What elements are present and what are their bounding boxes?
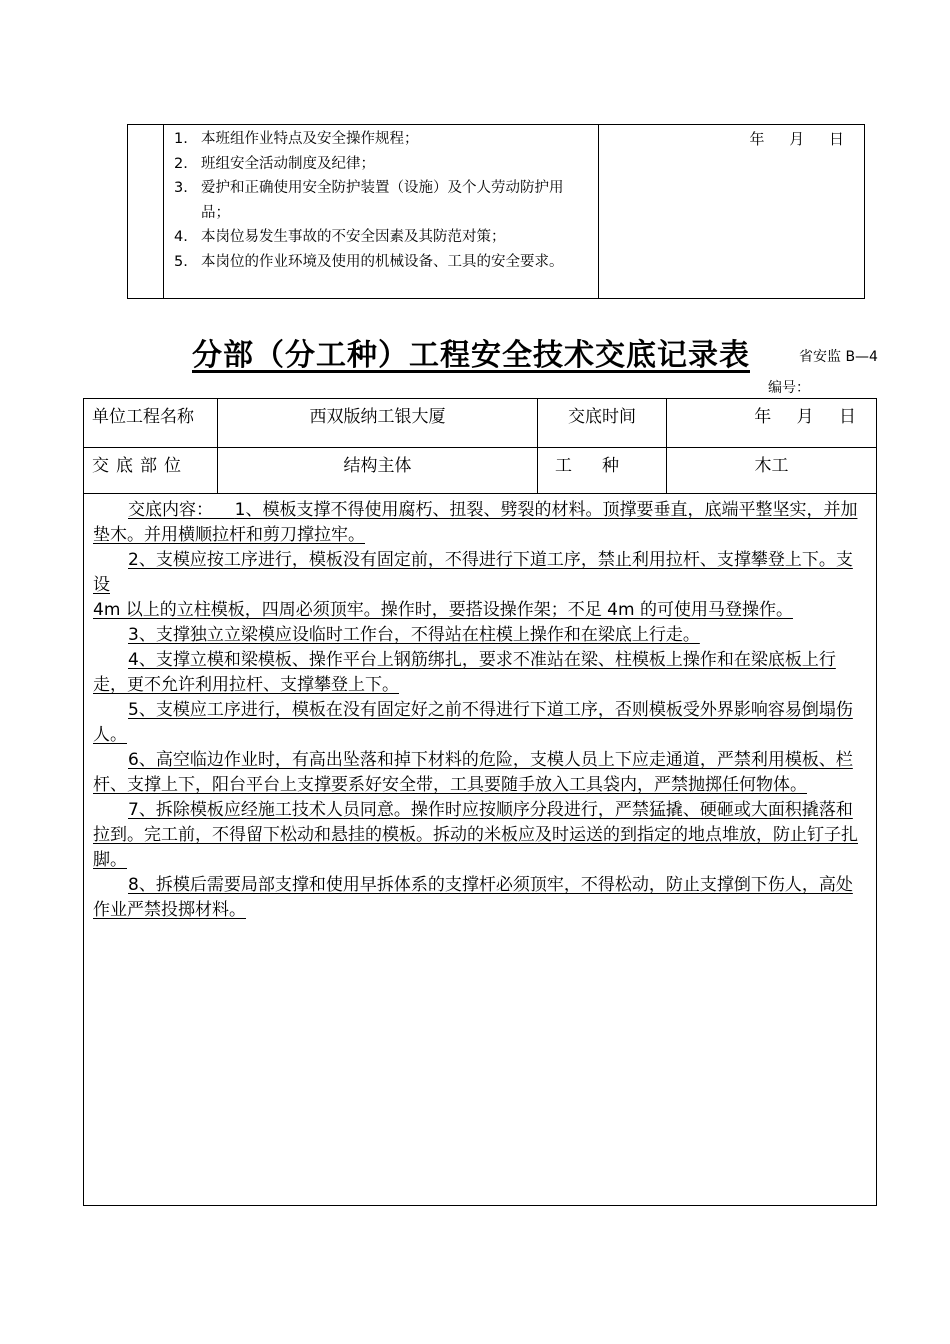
list-item: 2. 班组安全活动制度及纪律； <box>174 155 375 172</box>
content-paragraph: 交底内容： 1、模板支撑不得使用腐朽、扭裂、劈裂的材料。顶撑要垂直，底端平整坚实，并加垫木。并用横顺拉杆和剪刀撑拉牢。 <box>93 500 858 545</box>
briefing-position-label: 交底部位 <box>84 448 218 493</box>
content-paragraph: 2、支模应按工序进行，模板没有固定前，不得进行下道工序，禁止利用拉杆、支撑攀登上下。支设 <box>93 550 853 595</box>
date-text: 年 月 日 <box>749 130 854 148</box>
list-item: 5. 本岗位的作业环境及使用的机械设备、工具的安全要求。 <box>174 253 564 270</box>
content-paragraph: 8、拆模后需要局部支撑和使用早拆体系的支撑杆必须顶牢，不得松动，防止支撑倒下伤人，高处作业严禁投掷材料。 <box>93 875 853 920</box>
list-item: 4. 本岗位易发生事故的不安全因素及其防范对策； <box>174 229 506 245</box>
form-code: 省安监 B—4 <box>799 349 878 365</box>
unit-name-value: 西双版纳工银大厦 <box>218 399 538 447</box>
content-paragraph: 3、支撑独立立梁模应设临时工作台，不得站在柱模上操作和在梁底上行走。 <box>128 625 700 645</box>
unit-name-label: 单位工程名称 <box>84 399 218 447</box>
content-paragraph: 7、拆除模板应经施工技术人员同意。操作时应按顺序分段进行，严禁猛撬、硬砸或大面积撬落和拉到。完工前，不得留下松动和悬挂的模板。拆动的米板应及时运送的到指定的地点堆放，防止钉子扎脚。 <box>93 800 858 870</box>
content-paragraph: 4m 以上的立柱模板，四周必须顶牢。操作时，要搭设操作架；不足 4m 的可使用马登操作。 <box>93 600 793 620</box>
content-label: 交底内容： <box>128 500 213 520</box>
serial-number-label: 编号： <box>768 380 810 396</box>
page-title: 分部（分工种）工程安全技术交底记录表 <box>192 338 750 373</box>
list-item: 1. 本班组作业特点及安全操作规程； <box>174 131 419 147</box>
content-paragraph: 4、支撑立模和梁模板、操作平台上钢筋绑扎，要求不准站在梁、柱模板上操作和在梁底板上行走，更不允许利用拉杆、支撑攀登上下。 <box>93 650 836 695</box>
trade-value: 木工 <box>754 456 789 476</box>
previous-record-table <box>127 124 865 299</box>
briefing-time-value: 年 月 日 <box>754 407 866 427</box>
requirements-list <box>174 127 590 274</box>
content-paragraph: 6、高空临边作业时，有高出坠落和掉下材料的危险，支模人员上下应走通道，严禁利用模板、栏杆、支撑上下，阳台平台上支撑要系好安全带，工具要随手放入工具袋内，严禁抛掷任何物体。 <box>93 750 853 795</box>
blank-column <box>128 125 164 298</box>
list-item: 3. 爱护和正确使用安全防护装置（设施）及个人劳动防护用品； <box>174 180 564 221</box>
table-row <box>84 399 876 448</box>
date-cell <box>599 125 864 298</box>
requirements-cell <box>164 125 599 298</box>
content-paragraph: 5、支模应工序进行，模板在没有固定好之前不得进行下道工序，否则模板受外界影响容易倒塌伤人。 <box>93 700 853 745</box>
table-row <box>84 448 876 494</box>
briefing-content <box>93 498 869 923</box>
trade-label: 工种 <box>538 448 667 493</box>
briefing-position-value: 结构主体 <box>218 448 538 493</box>
briefing-time-label: 交底时间 <box>538 399 667 447</box>
safety-briefing-table <box>83 398 877 1206</box>
